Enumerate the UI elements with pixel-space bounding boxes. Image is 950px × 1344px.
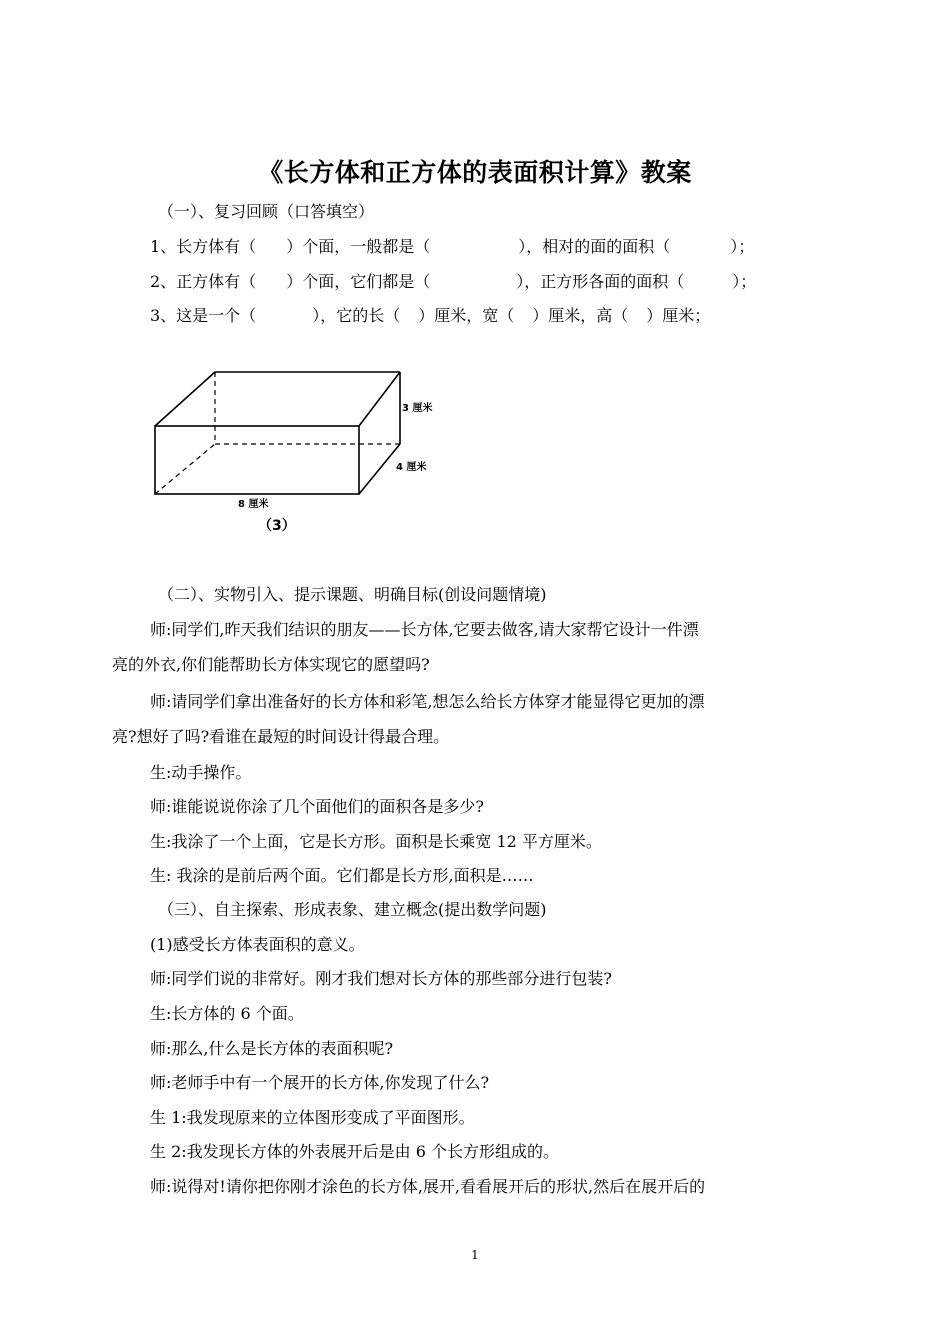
section2-paragraph: 生:我涂了一个上面，它是长方形。面积是长乘宽 12 平方厘米。 [150, 832, 602, 851]
q1-part-a: 1、长方体有（ [150, 237, 257, 256]
q3-part-b: ），它的长（ [312, 306, 401, 325]
section1-heading: （一）、复习回顾（口答填空） [158, 202, 375, 221]
section2-paragraph: 师:同学们,昨天我们结识的朋友——长方体,它要去做客,请大家帮它设计一件漂 [150, 620, 699, 639]
q2-part-c: ），正方形各面的面积（ [516, 272, 685, 291]
review-question-1 [150, 237, 754, 257]
section2-paragraph: 师:谁能说说你涂了几个面他们的面积各是多少? [150, 797, 484, 816]
section2-paragraph: 师:请同学们拿出准备好的长方体和彩笔,想怎么给长方体穿才能显得它更加的漂 [150, 692, 705, 711]
section3-paragraph: 师:同学们说的非常好。刚才我们想对长方体的那些部分进行包装? [150, 969, 612, 988]
q2-part-a: 2、正方体有（ [150, 272, 257, 291]
q3-part-a: 3、这是一个（ [150, 306, 257, 325]
cuboid-figure [150, 362, 450, 542]
cuboid-top-right-edge [359, 372, 400, 426]
q3-part-c: ）厘米，宽（ [418, 306, 515, 325]
q1-part-d: ）； [730, 237, 755, 256]
cuboid-top-left-edge [155, 372, 215, 426]
document-title: 《长方体和正方体的表面积计算》教案 [258, 158, 692, 187]
width-label: 4 厘米 [396, 462, 427, 473]
page-number: 1 [471, 1248, 479, 1262]
section3-paragraph: 生 2:我发现长方体的外表展开后是由 6 个长方形组成的。 [150, 1142, 560, 1161]
section3-paragraph: 师:那么,什么是长方体的表面积呢? [150, 1039, 394, 1058]
q1-part-c: ），相对的面的面积（ [518, 237, 671, 256]
section3-paragraph: 生:长方体的 6 个面。 [150, 1004, 304, 1023]
section3-paragraph: (1)感受长方体表面积的意义。 [150, 935, 365, 954]
section3-heading: （三）、自主探索、形成表象、建立概念(提出数学问题) [158, 900, 547, 919]
q1-part-b: ）个面，一般都是（ [286, 237, 431, 256]
section2-paragraph: 生: 我涂的是前后两个面。它们都是长方形,面积是…… [150, 866, 534, 885]
figure-caption: （3） [258, 518, 296, 534]
cuboid-hidden-depth-edge [155, 444, 215, 494]
q2-part-d: ）； [732, 272, 757, 291]
q2-part-b: ）个面，它们都是（ [286, 272, 431, 291]
section3-paragraph: 师:说得对!请你把你刚才涂色的长方体,展开,看看展开后的形状,然后在展开后的 [150, 1177, 706, 1196]
q3-part-d: ）厘米，高（ [532, 306, 629, 325]
section3-paragraph: 生 1:我发现原来的立体图形变成了平面图形。 [150, 1108, 475, 1127]
section2-paragraph: 亮的外衣,你们能帮助长方体实现它的愿望吗? [112, 655, 430, 674]
section2-heading: （二）、实物引入、提示课题、明确目标(创设问题情境) [158, 585, 547, 604]
section2-paragraph: 生:动手操作。 [150, 763, 252, 782]
height-label: 3 厘米 [402, 403, 433, 414]
cuboid-front-face [155, 426, 359, 494]
review-question-3 [150, 306, 710, 326]
length-label: 8 厘米 [238, 499, 269, 510]
review-question-2 [150, 272, 756, 292]
cuboid-bottom-right-edge [359, 444, 400, 494]
section3-paragraph: 师:老师手中有一个展开的长方体,你发现了什么? [150, 1073, 490, 1092]
section2-paragraph: 亮?想好了吗?看谁在最短的时间设计得最合理。 [112, 727, 450, 746]
q3-part-e: ）厘米； [646, 306, 711, 325]
